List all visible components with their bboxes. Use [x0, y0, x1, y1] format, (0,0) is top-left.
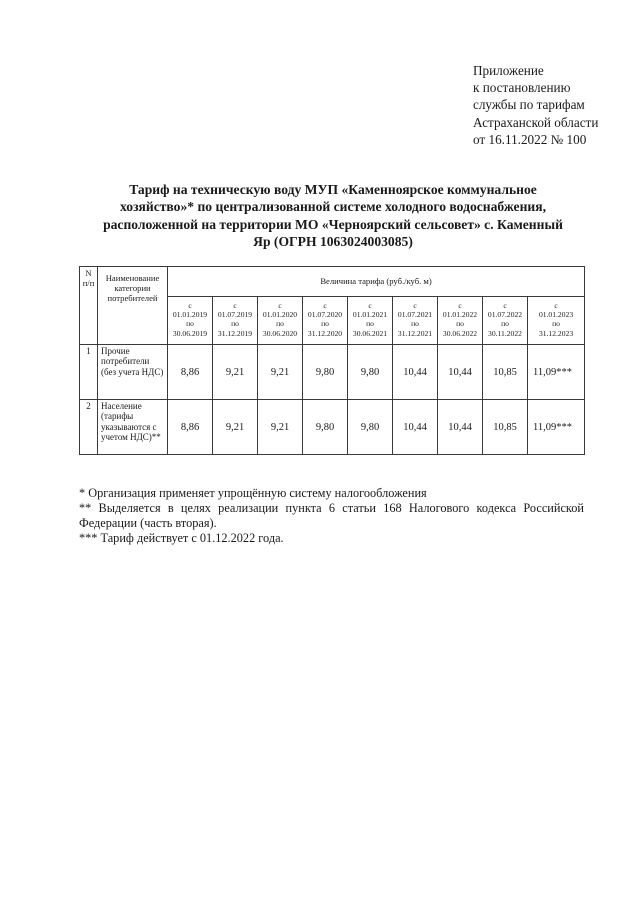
period-text: с	[503, 301, 507, 310]
appendix-line: к постановлению	[473, 80, 571, 96]
period-text: с	[413, 301, 417, 310]
tariff-value: 9,80	[348, 400, 393, 455]
period-text: 01.07.2021	[397, 310, 433, 320]
tariff-value: 9,21	[258, 345, 303, 400]
period-text: 30.06.2020	[262, 328, 298, 338]
appendix-line: службы по тарифам	[473, 97, 585, 113]
tariff-value: 10,85	[483, 345, 528, 400]
period-text: 01.01.2021	[352, 310, 388, 320]
period-text: по	[456, 319, 464, 329]
footnote: ** Выделяется в целях реализации пункта 6 статьи 168 Налогового кодекса Российской Федерации (часть вторая).	[79, 501, 584, 530]
appendix-line: Астраханской области	[473, 114, 599, 130]
appendix-line: от 16.11.2022 № 100	[473, 131, 587, 147]
period-text: с	[233, 301, 237, 310]
period-text: 30.11.2022	[488, 328, 522, 338]
period-text: с	[458, 301, 462, 310]
period-text: по	[501, 319, 509, 329]
document-title	[88, 181, 578, 251]
period-text: 30.06.2021	[352, 328, 388, 338]
period-text: по	[411, 319, 419, 329]
period-header	[213, 297, 258, 345]
row-category: Прочие потребители (без учета НДС)	[98, 345, 168, 400]
tariff-value: 8,86	[168, 345, 213, 400]
period-header	[168, 297, 213, 345]
tariff-value: 11,09***	[528, 345, 585, 400]
period-text: по	[552, 319, 560, 329]
title-line: Яр (ОГРН 1063024003085)	[253, 234, 413, 250]
period-text: с	[278, 301, 282, 310]
period-text: 01.07.2020	[307, 310, 343, 320]
period-text: 31.12.2020	[307, 328, 343, 338]
period-text: 31.12.2019	[217, 328, 253, 338]
period-text: с	[323, 301, 327, 310]
period-header	[393, 297, 438, 345]
tariff-value: 9,80	[303, 400, 348, 455]
period-text: 01.01.2019	[172, 310, 208, 320]
period-text: по	[276, 319, 284, 329]
tariff-value: 10,44	[393, 400, 438, 455]
period-text: по	[231, 319, 239, 329]
period-text: 01.01.2023	[538, 310, 574, 320]
period-text: 01.07.2022	[487, 310, 523, 320]
period-text: 01.01.2022	[442, 310, 478, 320]
footnote: *** Тариф действует с 01.12.2022 года.	[79, 531, 284, 545]
period-text: 30.06.2022	[442, 328, 478, 338]
row-category: Население (тарифы указываются с учетом НДС)**	[98, 400, 168, 455]
period-header	[348, 297, 393, 345]
tariff-value: 9,21	[213, 345, 258, 400]
period-text: с	[368, 301, 372, 310]
tariff-value: 9,80	[303, 345, 348, 400]
tariff-value: 9,80	[348, 345, 393, 400]
appendix-block	[473, 62, 598, 148]
period-header	[438, 297, 483, 345]
tariff-value: 8,86	[168, 400, 213, 455]
footnotes	[79, 486, 584, 546]
period-text: с	[554, 301, 558, 310]
period-text: с	[188, 301, 192, 310]
header-number: N п/п	[80, 267, 98, 345]
period-text: 31.12.2023	[538, 328, 574, 338]
period-text: 01.01.2020	[262, 310, 298, 320]
tariff-value: 10,44	[393, 345, 438, 400]
period-header	[303, 297, 348, 345]
period-text: 01.07.2019	[217, 310, 253, 320]
tariff-value: 11,09***	[528, 400, 585, 455]
row-number: 1	[80, 345, 98, 400]
period-text: по	[366, 319, 374, 329]
row-number: 2	[80, 400, 98, 455]
period-text: 30.06.2019	[172, 328, 208, 338]
period-text: по	[186, 319, 194, 329]
table-header-row	[80, 267, 585, 297]
appendix-line: Приложение	[473, 63, 544, 78]
table-row	[80, 400, 585, 455]
period-header	[528, 297, 585, 345]
header-tariff-value: Величина тарифа (руб./куб. м)	[168, 267, 585, 297]
title-line: расположенной на территории МО «Черноярский сельсовет» с. Каменный	[103, 216, 563, 232]
table-row	[80, 345, 585, 400]
tariff-value: 9,21	[258, 400, 303, 455]
tariff-value: 10,44	[438, 345, 483, 400]
tariff-value: 9,21	[213, 400, 258, 455]
period-header	[258, 297, 303, 345]
header-category: Наименование категории потребителей	[98, 267, 168, 345]
period-header	[483, 297, 528, 345]
tariff-table	[79, 266, 585, 455]
period-text: по	[321, 319, 329, 329]
tariff-value: 10,44	[438, 400, 483, 455]
tariff-value: 10,85	[483, 400, 528, 455]
period-text: 31.12.2021	[397, 328, 433, 338]
footnote: * Организация применяет упрощённую систему налогообложения	[79, 486, 427, 500]
title-line: хозяйство»* по централизованной системе холодного водоснабжения,	[120, 199, 546, 215]
title-line: Тариф на техническую воду МУП «Каменноярское коммунальное	[129, 182, 537, 197]
